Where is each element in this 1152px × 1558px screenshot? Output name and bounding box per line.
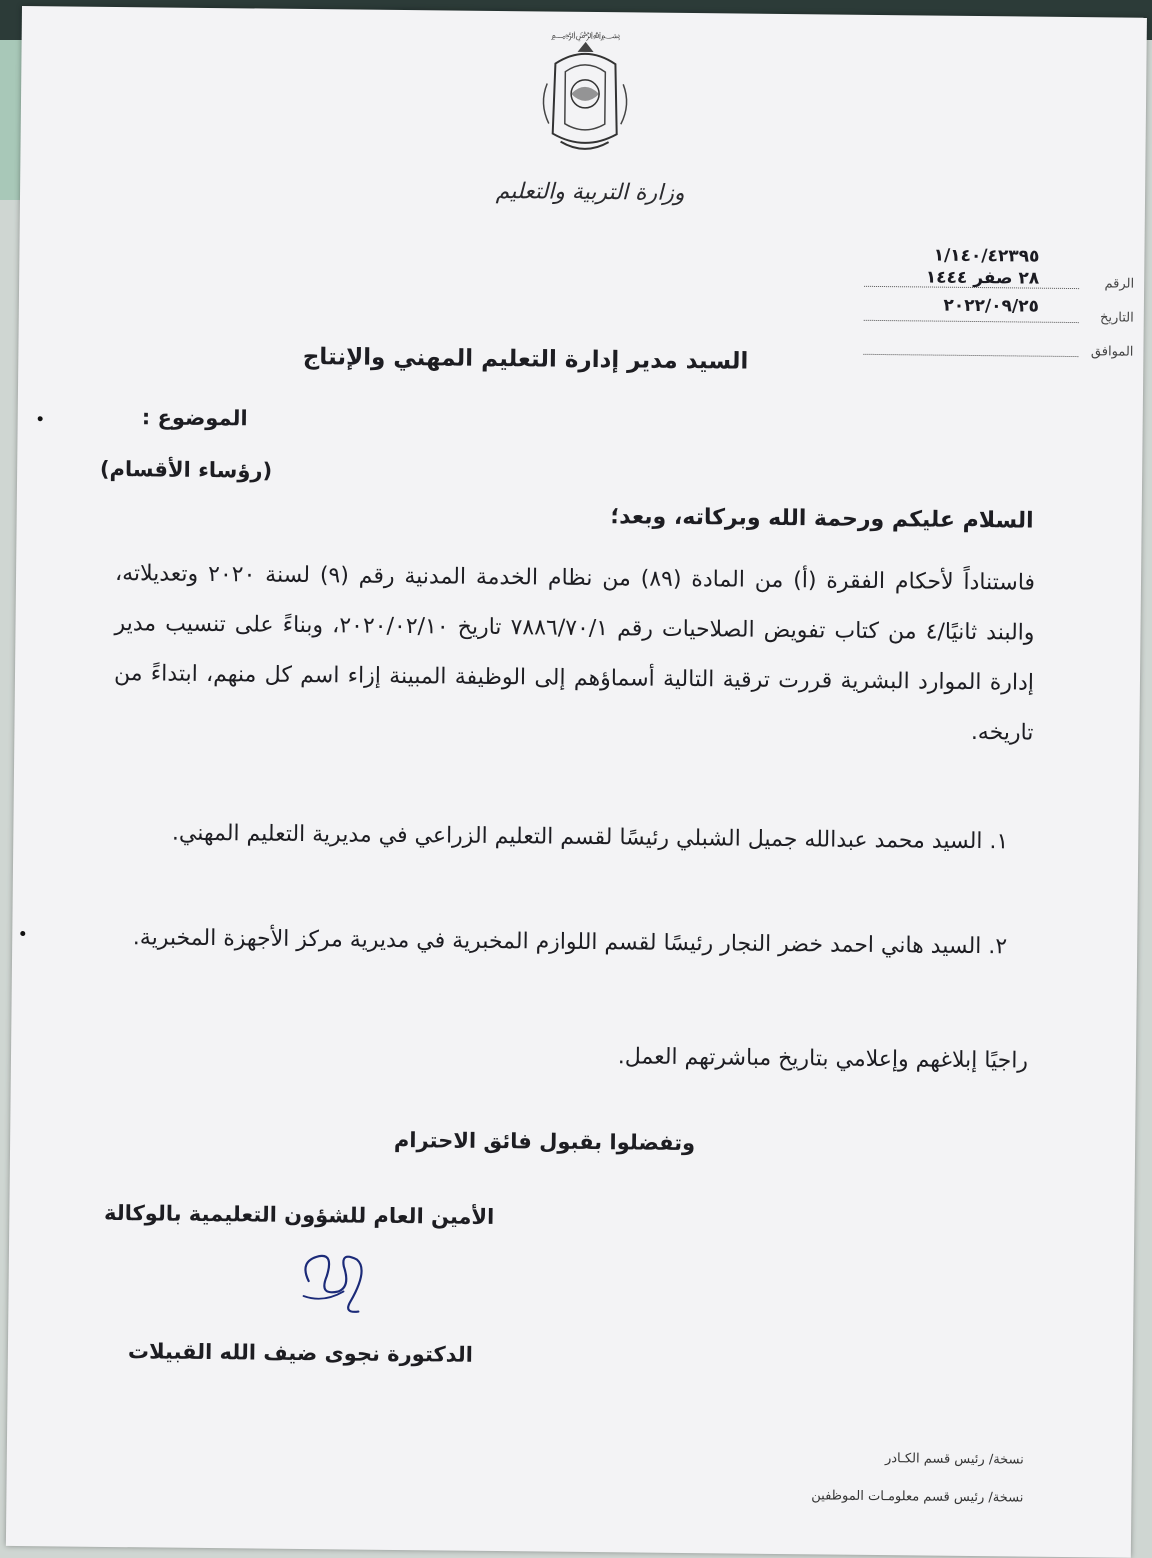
copy-recipient: نسخة/ رئيس قسم معلومـات الموظفين — [811, 1488, 1024, 1506]
reference-block — [863, 245, 1134, 378]
list-item-text: السيد هاني احمد خضر النجار رئيسًا لقسم اللوازم المخبرية في مديرية مركز الأجهزة المخبرية. — [132, 925, 982, 960]
list-item — [127, 912, 1007, 973]
reference-number-label: الرقم — [1104, 276, 1135, 292]
addressee: السيد مدير إدارة التعليم المهني والإنتاج — [302, 343, 749, 375]
signatory-name: الدكتورة نجوى ضيف الله القبيلات — [127, 1339, 474, 1367]
date-label: التاريخ — [1099, 310, 1134, 326]
signatory-title: الأمين العام للشؤون التعليمية بالوكالة — [103, 1200, 495, 1230]
corresponding-label: الموافق — [1090, 344, 1134, 360]
date-line — [864, 320, 1079, 323]
list-item — [128, 807, 1008, 868]
list-item-number: ٢. — [988, 934, 1008, 960]
ministry-name: وزارة التربية والتعليم — [495, 178, 685, 206]
request-line: راجيًا إبلاغهم وإعلامي بتاريخ مباشرتهم العمل. — [617, 1044, 1029, 1074]
date-hijri: ٢٨ صفر ١٤٤٤ — [925, 267, 1040, 289]
list-item-number: ١. — [989, 829, 1009, 855]
svg-text:﷽: ﷽ — [551, 30, 621, 42]
margin-dot — [20, 931, 25, 936]
greeting: السلام عليكم ورحمة الله وبركاته، وبعد؛ — [610, 504, 1034, 534]
list-item-text: السيد محمد عبدالله جميل الشبلي رئيسًا لقسم التعليم الزراعي في مديرية التعليم المهني. — [171, 820, 983, 855]
reference-number-line — [864, 286, 1079, 289]
corresponding-line — [863, 354, 1078, 357]
coat-of-arms-emblem — [524, 23, 645, 164]
date-gregorian: ٢٠٢٢/٠٩/٢٥ — [943, 295, 1040, 317]
margin-dot — [38, 416, 43, 421]
date-row — [864, 295, 1134, 330]
subject-value: (رؤساء الأقسام) — [99, 456, 273, 483]
reference-number-row — [864, 261, 1134, 296]
subject-label: الموضوع : — [141, 405, 248, 431]
corresponding-row — [863, 329, 1133, 364]
closing-line: وتفضلوا بقبول فائق الاحترام — [393, 1127, 696, 1156]
body-paragraph: فاستناداً لأحكام الفقرة (أ) من المادة (٨٩) من نظام الخدمة المدنية رقم (٩) لسنة ٢٠٢٠ وتعديلاته، والبند ثانيًا/٤ من كتاب تفويض الصلاحيات رقم ٧٨٨٦/٧٠/١ تاريخ ٢٠٢٠/٠٢/١٠، وبناءً على تنسيب مدير إدارة الموارد البشرية قررت ترقية التالية أسماؤهم إلى الوظيفة المبينة إزاء اسم كل منهم، ابتداءً من تاريخه. — [113, 561, 1036, 746]
letter-page — [6, 6, 1147, 1558]
handwritten-signature — [288, 1241, 379, 1322]
copy-recipient: نسخة/ رئيس قسم الكـادر — [884, 1451, 1024, 1468]
reference-number: ١/١٤٠/٤٢٣٩٥ — [933, 245, 1040, 267]
